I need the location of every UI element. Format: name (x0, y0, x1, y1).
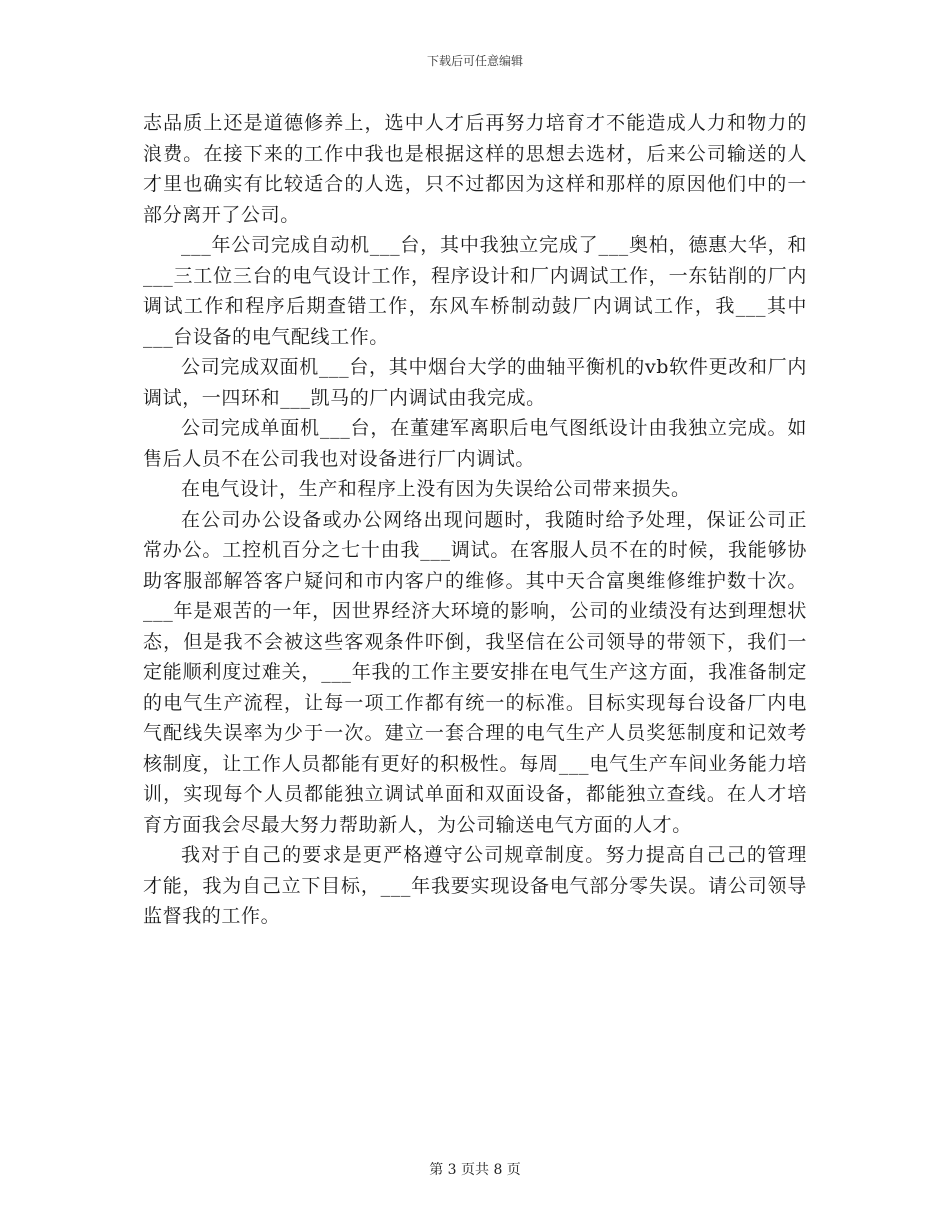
page-footer: 第 3 页共 8 页 (429, 1162, 521, 1178)
document-body (143, 108, 807, 932)
paragraph-5: 在电气设计，生产和程序上没有因为失误给公司带来损失。 (181, 478, 691, 500)
page-header: 下载后可任意编辑 (426, 54, 523, 68)
paragraph-6: 在公司办公设备或办公网络出现问题时，我随时给予处理，保证公司正常办公。工控机百分之七十由我___调试。在客服人员不在的时候，我能够协助客服部解答客户疑问和市内客户的维修。其中天合富奥维修维护数十次。___年是艰苦的一年，因世界经济大环境的影响，公司的业绩没有达到理想状态，但是我不会被这些客观条件吓倒，我坚信在公司领导的带领下，我们一定能顺利度过难关，___年我的工作主要安排在电气生产这方面，我准备制定的电气生产流程，让每一项工作都有统一的标准。目标实现每台设备厂内电气配线失误率为少于一次。建立一套合理的电气生产人员奖惩制度和记效考核制度，让工作人员都能有更好的积极性。每周___电气生产车间业务能力培训，实现每个人员都能独立调试单面和双面设备，都能独立查线。在人才培育方面我会尽最大努力帮助新人，为公司输送电气方面的人才。 (143, 508, 807, 836)
paragraph-2: ___年公司完成自动机___台，其中我独立完成了___奥柏，德惠大华，和___三工位三台的电气设计工作，程序设计和厂内调试工作，一东钻削的厂内调试工作和程序后期查错工作，东风车桥制动鼓厂内调试工作，我___其中___台设备的电气配线工作。 (143, 234, 807, 348)
paragraph-7: 我对于自己的要求是更严格遵守公司规章制度。努力提高自己己的管理才能，我为自己立下目标，___年我要实现设备电气部分零失误。请公司领导监督我的工作。 (143, 844, 807, 927)
paragraph-4: 公司完成单面机___台，在董建军离职后电气图纸设计由我独立完成。如售后人员不在公司我也对设备进行厂内调试。 (143, 417, 807, 470)
paragraph-1: 志品质上还是道德修养上，选中人才后再努力培育才不能造成人力和物力的浪费。在接下来的工作中我也是根据这样的思想去选材，后来公司输送的人才里也确实有比较适合的人选，只不过都因为这样和那样的原因他们中的一部分离开了公司。 (143, 112, 807, 226)
paragraph-3: 公司完成双面机___台，其中烟台大学的曲轴平衡机的vb软件更改和厂内调试，一四环和___凯马的厂内调试由我完成。 (143, 356, 807, 409)
